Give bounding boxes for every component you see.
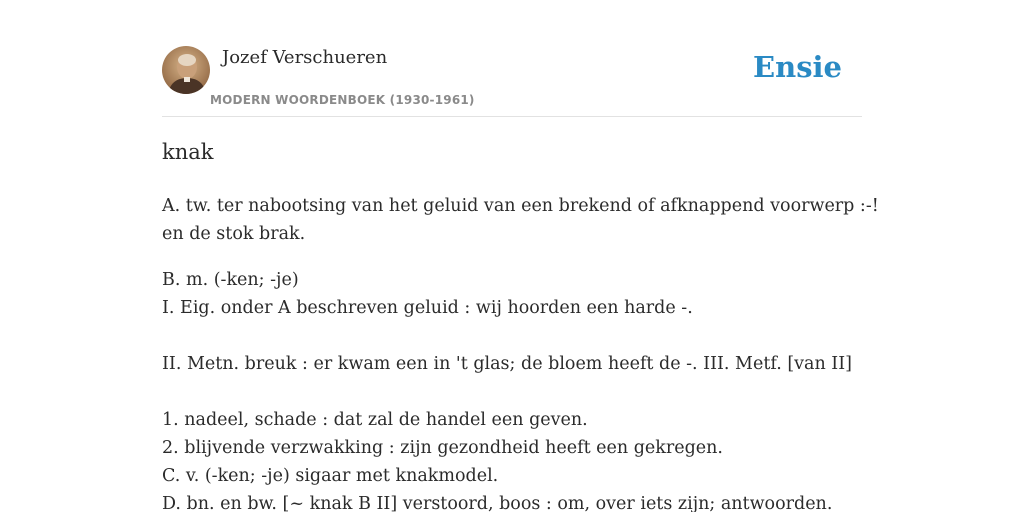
definition-paragraph-a — [162, 192, 882, 248]
dictionary-name[interactable]: MODERN WOORDENBOEK (1930-1961) — [210, 93, 475, 107]
author-portrait-icon — [162, 46, 210, 94]
author-avatar[interactable] — [162, 46, 210, 94]
entry-definition — [162, 192, 882, 512]
definition-line: B. m. (-ken; -je) — [162, 270, 299, 290]
entry-header — [162, 44, 862, 117]
definition-paragraph-b — [162, 266, 882, 512]
entry-headword: knak — [162, 140, 214, 164]
definition-line: en de stok brak. — [162, 224, 306, 244]
definition-line: A. tw. ter nabootsing van het geluid van een brekend of afknappend voorwerp :-! — [162, 196, 879, 216]
definition-line: D. bn. en bw. [~ knak B II] verstoord, boos : om, over iets zijn; antwoorden. — [162, 494, 833, 512]
definition-line: I. Eig. onder A beschreven geluid : wij hoorden een harde -. — [162, 298, 693, 318]
definition-blank-line — [162, 378, 882, 406]
definition-blank-line — [162, 322, 882, 350]
definition-line: II. Metn. breuk : er kwam een in 't glas; de bloem heeft de -. III. Metf. [van II] — [162, 354, 852, 374]
definition-line: C. v. (-ken; -je) sigaar met knakmodel. — [162, 466, 499, 486]
definition-line: 1. nadeel, schade : dat zal de handel een geven. — [162, 410, 588, 430]
definition-line: 2. blijvende verzwakking : zijn gezondheid heeft een gekregen. — [162, 438, 723, 458]
author-name[interactable]: Jozef Verschueren — [222, 47, 388, 68]
ensie-logo[interactable]: Ensie — [753, 50, 842, 84]
